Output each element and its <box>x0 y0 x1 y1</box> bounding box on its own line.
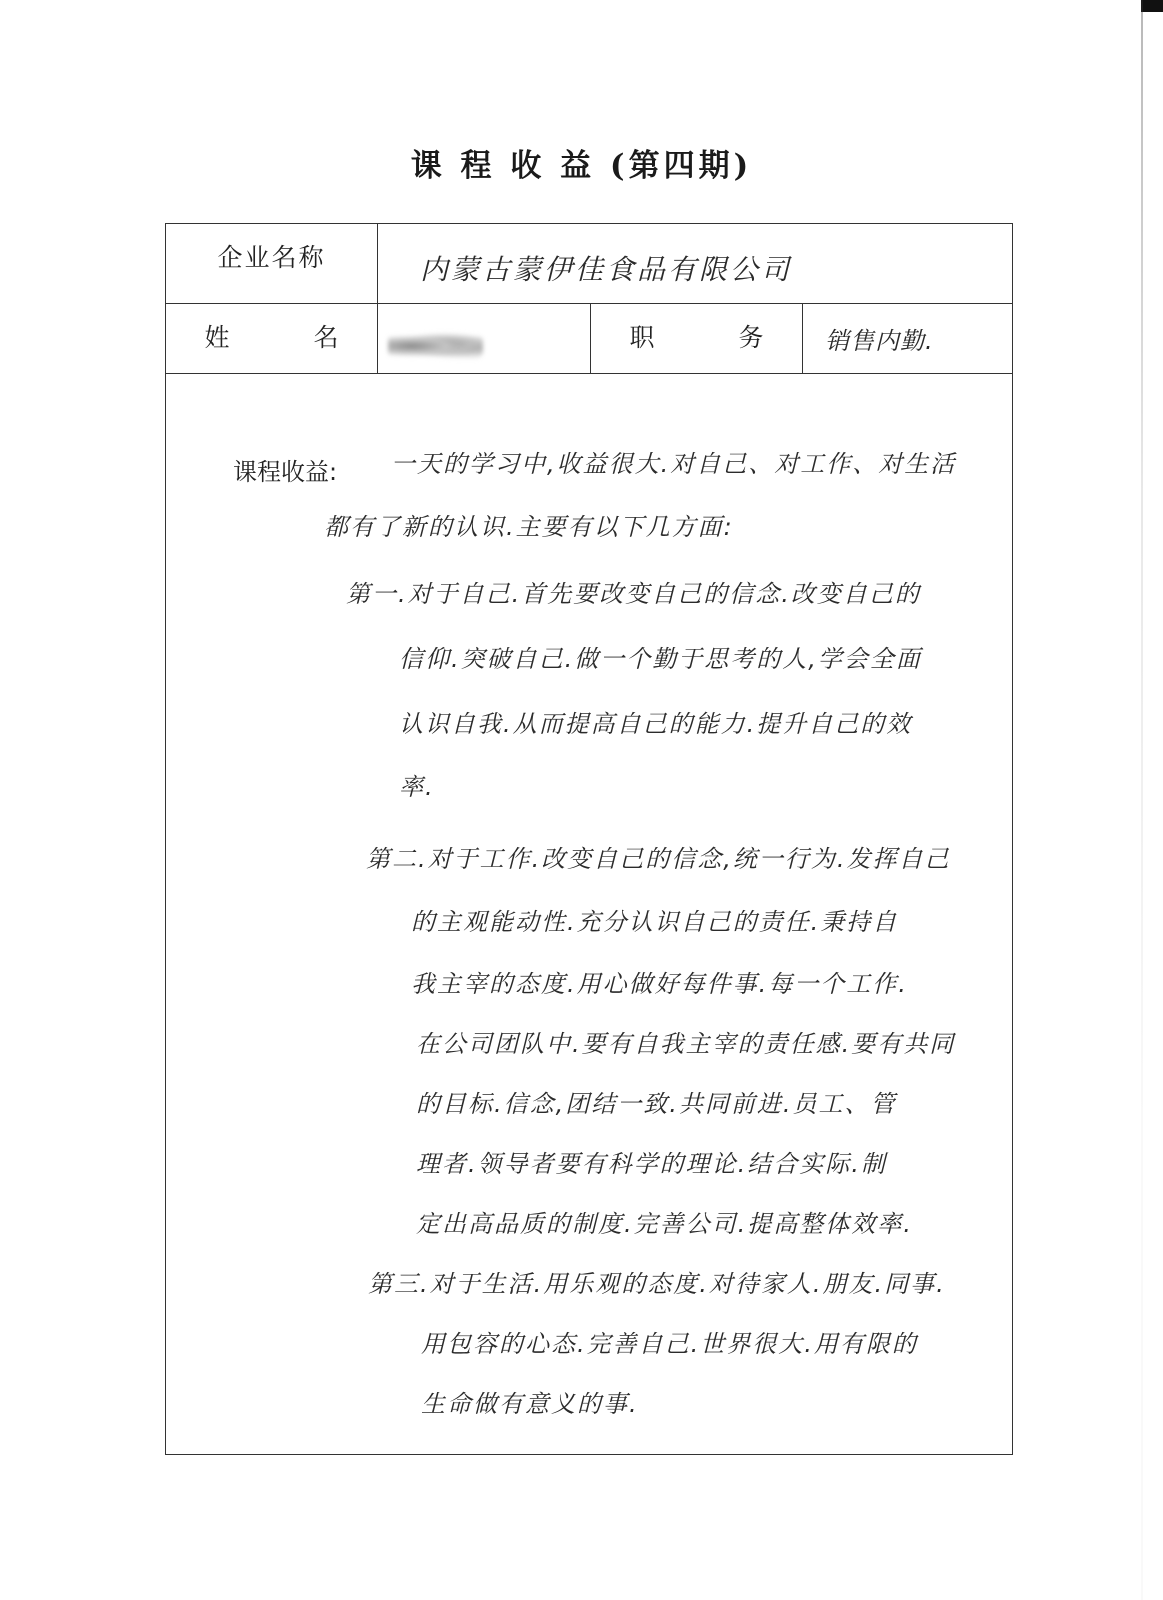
benefit-line: 的主观能动性.充分认识自己的责任.秉持自 <box>411 908 899 936</box>
benefit-line: 都有了新的认识.主要有以下几方面: <box>324 513 734 541</box>
name-position-row <box>166 304 1012 374</box>
benefit-line: 第三.对于生活.用乐观的态度.对待家人.朋友.同事. <box>368 1270 946 1298</box>
position-value: 销售内勤. <box>825 327 934 355</box>
position-label-cell <box>591 304 803 373</box>
company-value: 内蒙古蒙伊佳食品有限公司 <box>420 252 793 286</box>
benefit-line: 理者.领导者要有科学的理论.结合实际.制 <box>416 1150 887 1178</box>
benefit-label: 课程收益: <box>233 458 338 486</box>
benefit-line: 我主宰的态度.用心做好每件事.每一个工作. <box>411 970 908 998</box>
benefit-line: 一天的学习中,收益很大.对自己、对工作、对生活 <box>391 450 957 478</box>
name-label: 姓 名 <box>204 323 377 352</box>
benefit-line: 生命做有意义的事. <box>421 1390 639 1418</box>
benefit-line: 用包容的心态.完善自己.世界很大.用有限的 <box>421 1330 918 1358</box>
benefit-line: 率. <box>399 773 435 801</box>
redacted-name <box>388 333 483 359</box>
company-label: 企业名称 <box>217 243 326 272</box>
benefit-line: 的目标.信念,团结一致.共同前进.员工、管 <box>416 1090 897 1118</box>
benefit-line: 第二.对于工作.改变自己的信念,统一行为.发挥自己 <box>366 845 951 873</box>
benefit-line: 认识自我.从而提高自己的能力.提升自己的效 <box>399 710 913 738</box>
name-label-cell <box>166 304 378 373</box>
name-value-cell <box>378 304 591 373</box>
page-title: 课 程 收 益 (第四期) <box>410 148 753 184</box>
scan-edge-shadow <box>1141 0 1143 1600</box>
company-row <box>166 224 1012 304</box>
benefit-line: 信仰.突破自己.做一个勤于思考的人,学会全面 <box>399 645 922 673</box>
benefit-line: 定出高品质的制度.完善公司.提高整体效率. <box>416 1210 913 1238</box>
benefit-line: 在公司团队中.要有自我主宰的责任感.要有共同 <box>416 1030 956 1058</box>
benefit-line: 第一.对于自己.首先要改变自己的信念.改变自己的 <box>346 580 921 608</box>
benefit-body <box>166 374 1012 1454</box>
scan-edge-mark <box>1141 0 1163 12</box>
position-label: 职 务 <box>629 323 802 352</box>
company-label-cell <box>166 224 378 303</box>
benefit-form <box>165 223 1013 1455</box>
